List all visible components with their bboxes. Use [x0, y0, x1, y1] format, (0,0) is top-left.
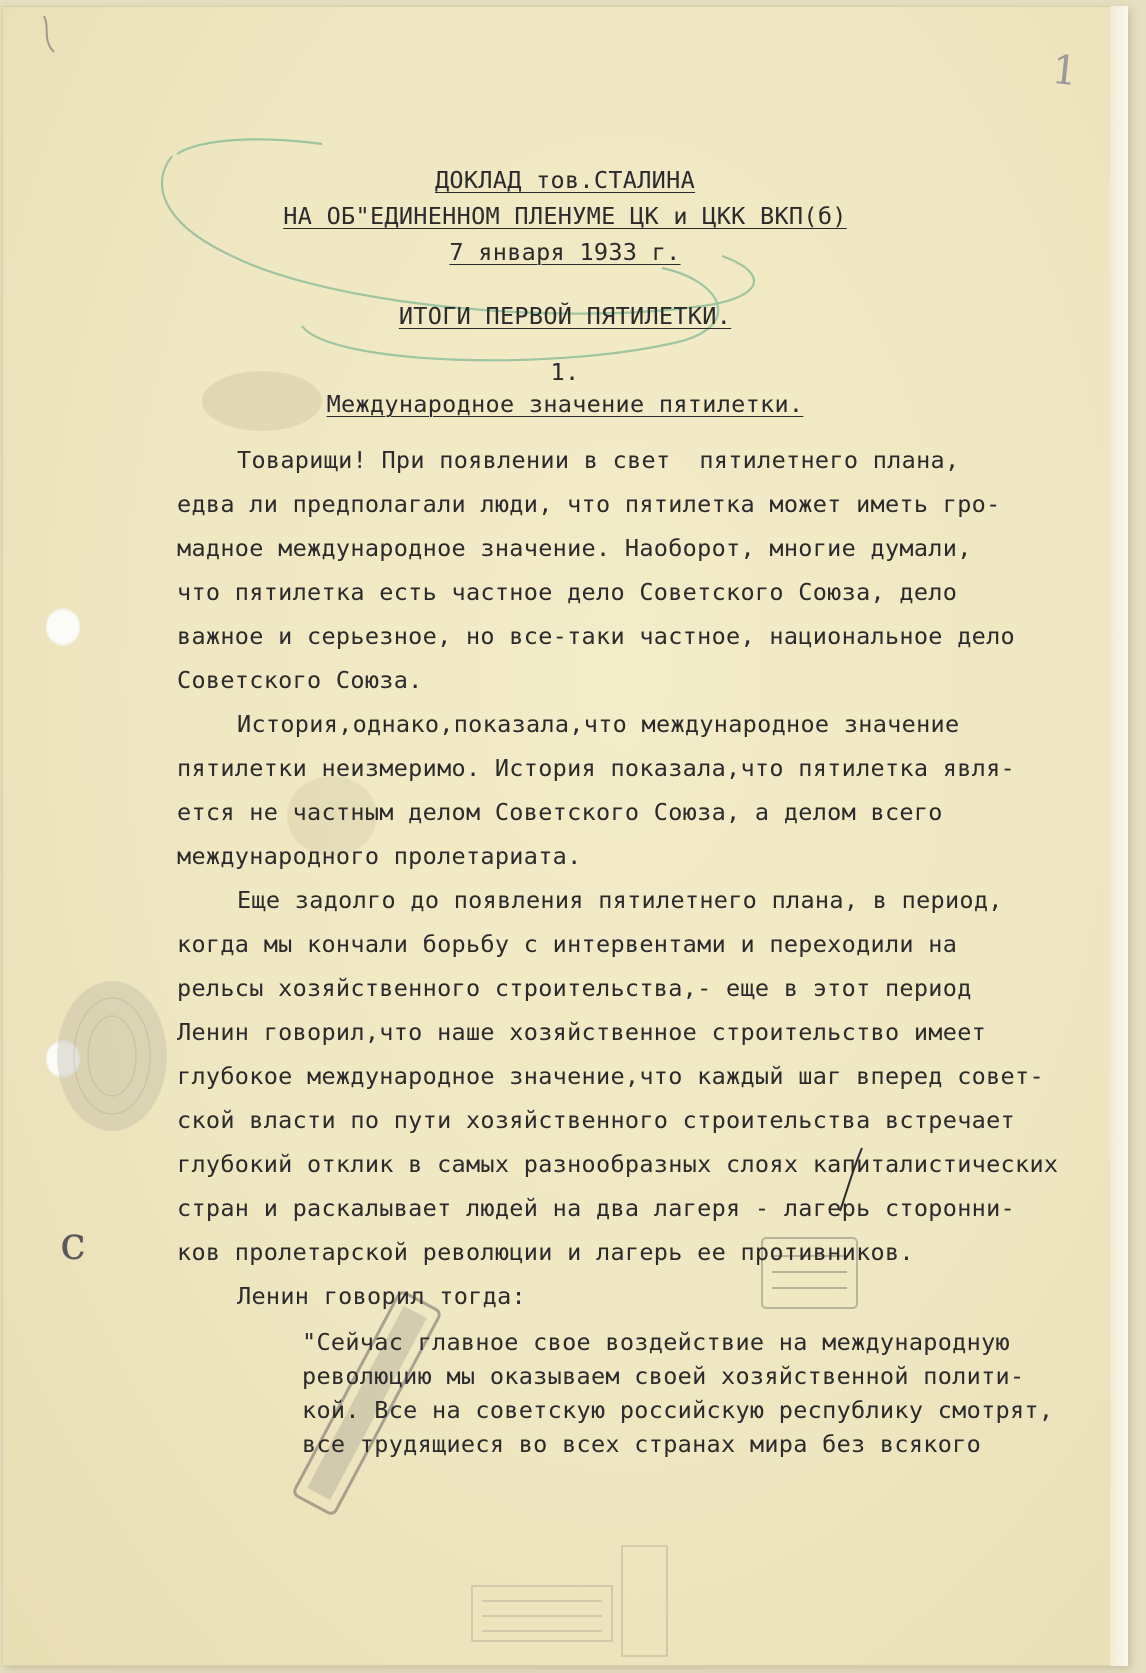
body-line: глубокое международное значение,что каждый шаг вперед совет-	[177, 1062, 1044, 1090]
quote-line: революцию мы оказываем своей хозяйственной полити-	[302, 1362, 1025, 1390]
section-title: Международное значение пятилетки.	[326, 390, 804, 418]
body-line: международного пролетариата.	[177, 842, 582, 870]
body-line: когда мы кончали борьбу с интервентами и переходили на	[177, 930, 958, 958]
body-line: Еще задолго до появления пятилетнего плана, в период,	[237, 886, 1003, 914]
body-line: ков пролетарской революции и лагерь ее противников.	[177, 1238, 914, 1266]
header-line-3: 7 января 1933 г.	[449, 238, 681, 266]
body-line: ской власти по пути хозяйственного строительства встречает	[177, 1106, 1015, 1134]
smudge-left	[57, 981, 167, 1131]
quote-line: кой. Все на советскую российскую республику смотрят,	[302, 1396, 1054, 1424]
body-line: Ленин говорил тогда:	[237, 1282, 526, 1310]
body-line: История,однако,показала,что международное значение	[237, 710, 960, 738]
margin-mark: c	[60, 1216, 86, 1270]
header-line-1: ДОКЛАД тов.СТАЛИНА	[434, 166, 696, 194]
body-line: Ленин говорил,что наше хозяйственное строительство имеет	[177, 1018, 987, 1046]
paper-sheet	[2, 6, 1128, 1666]
body-line: ется не частным делом Советского Союза, а делом всего	[177, 798, 943, 826]
section-number: 1.	[550, 358, 580, 386]
body-line: важное и серьезное, но все-таки частное, национальное дело	[177, 622, 1015, 650]
stamp-bleed-bottom	[472, 1546, 667, 1656]
body-line: мадное международное значение. Наоборот, многие думали,	[177, 534, 972, 562]
document-title: ИТОГИ ПЕРВОЙ ПЯТИЛЕТКИ.	[398, 302, 732, 330]
body-line: стран и раскалывает людей на два лагеря - лагерь сторонни-	[177, 1194, 1015, 1222]
body-line: глубокий отклик в самых разнообразных слоях капиталистических	[177, 1150, 1059, 1178]
body-line: рельсы хозяйственного строительства,- еще в этот период	[177, 974, 972, 1002]
body-line: Товарищи! При появлении в свет пятилетнего плана,	[237, 446, 960, 474]
body-line: что пятилетка есть частное дело Советского Союза, дело	[177, 578, 958, 606]
body-line: Советского Союза.	[177, 666, 423, 694]
page-number: 1	[1049, 46, 1080, 96]
body-line: пятилетки неизмеримо. История показала,что пятилетка явля-	[177, 754, 1015, 782]
binding-thread	[44, 16, 54, 52]
quote-line: "Сейчас главное свое воздействие на международную	[302, 1328, 1010, 1356]
header-line-2: НА ОБ"ЕДИНЕННОМ ПЛЕНУМЕ ЦК и ЦКК ВКП(б)	[283, 202, 847, 230]
quote-line: все трудящиеся во всех странах мира без всякого	[302, 1430, 982, 1458]
body-line: едва ли предполагали люди, что пятилетка может иметь гро-	[177, 490, 1001, 518]
